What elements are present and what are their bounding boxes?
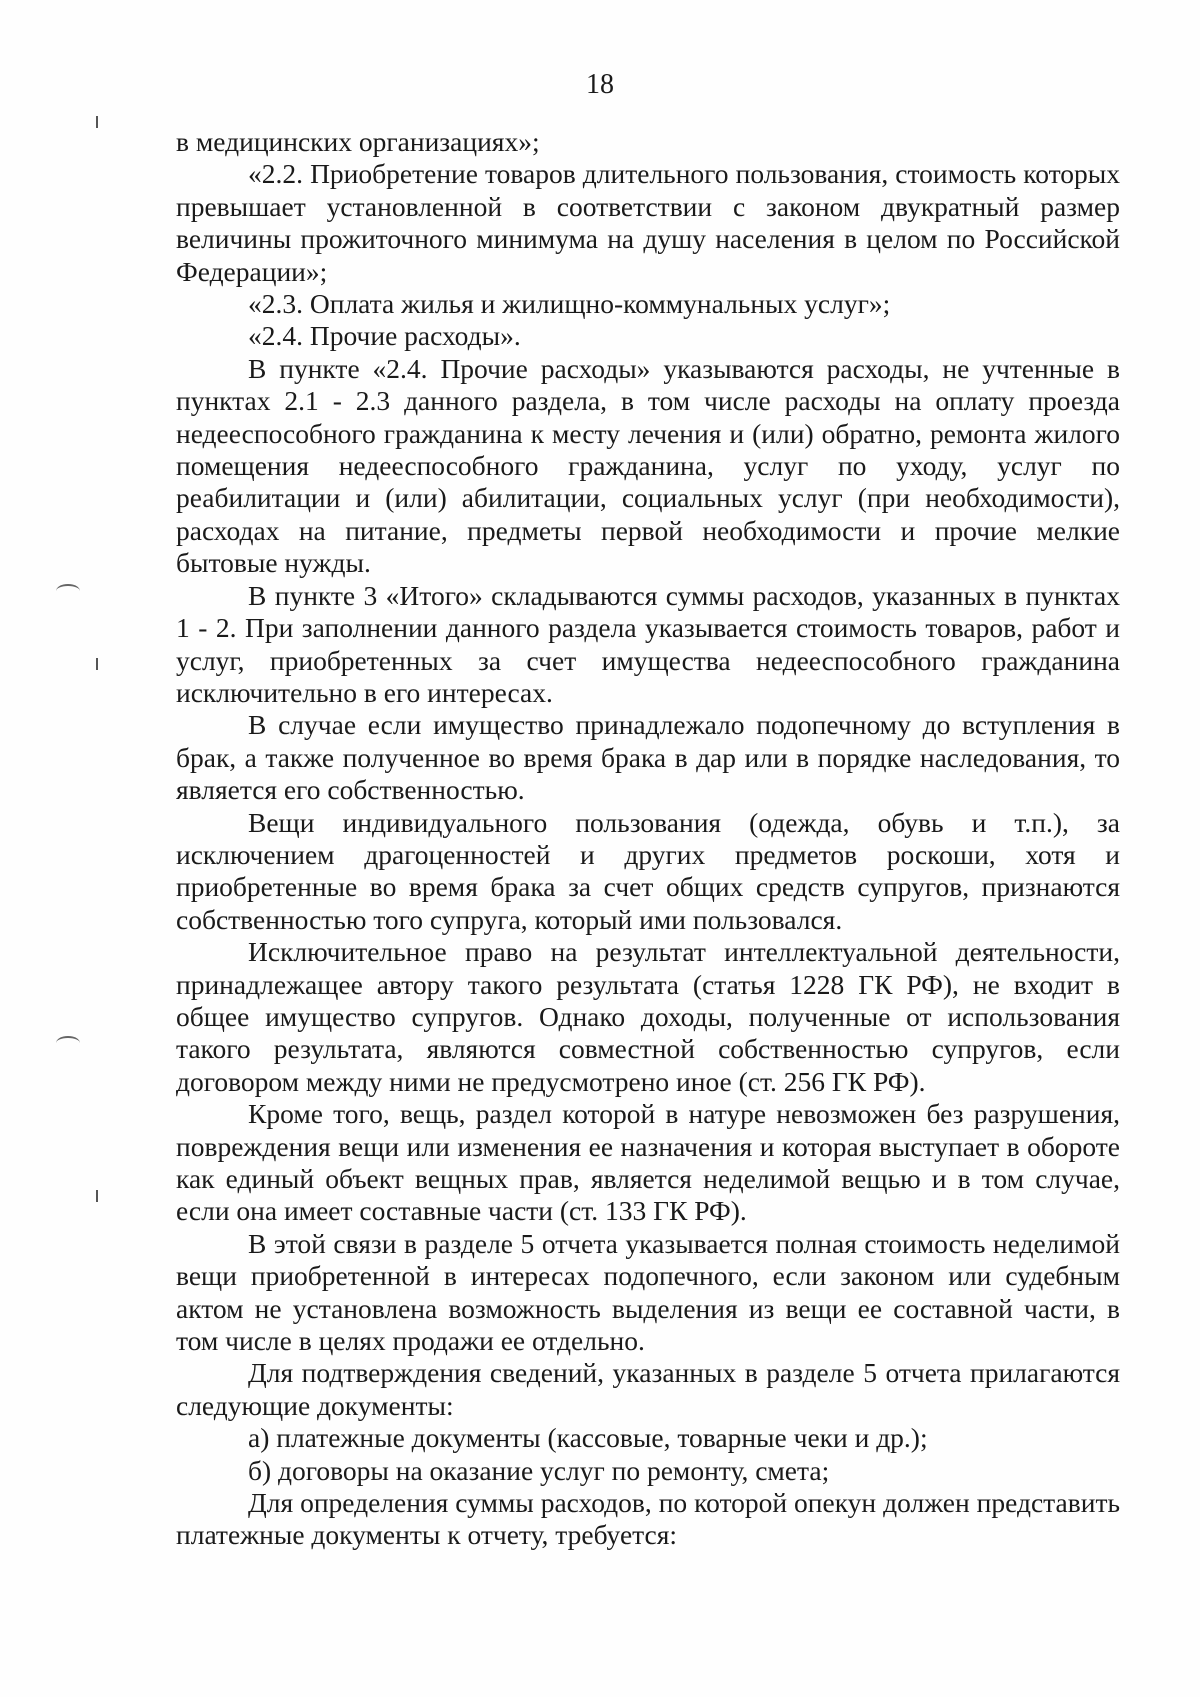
paragraph: «2.2. Приобретение товаров длительного пользования, стоимость которых превышает установленной в соответствии с законом двукратный размер величины прожиточного минимума на душу населения в целом по Российской Федерации»; — [176, 158, 1120, 287]
paragraph: Для определения суммы расходов, по которой опекун должен представить платежные документы к отчету, требуется: — [176, 1487, 1120, 1551]
paragraph: б) договоры на оказание услуг по ремонту, смета; — [248, 1454, 830, 1486]
paragraph: Для подтверждения сведений, указанных в разделе 5 отчета прилагаются следующие документы: — [176, 1357, 1120, 1421]
paragraph: В этой связи в разделе 5 отчета указывается полная стоимость неделимой вещи приобретенной в интересах подопечного, если законом или судебным актом не установлена возможность выделения из вещи ее составной части, в том числе в целях продажи ее отдельно. — [176, 1227, 1120, 1357]
paragraph: «2.3. Оплата жилья и жилищно-коммунальных услуг»; — [248, 288, 891, 320]
scan-mark — [56, 1036, 80, 1050]
scan-mark — [96, 1190, 98, 1202]
paragraph: в медицинских организациях»; — [176, 126, 540, 157]
paragraph: Вещи индивидуального пользования (одежда, обувь и т.п.), за исключением драгоценностей и других предметов роскоши, хотя и приобретенные во время брака за счет общих средств супругов, признаются собственностью того супруга, который ими пользовался. — [176, 806, 1120, 935]
paragraph: В случае если имущество принадлежало подопечному до вступления в брак, а также полученное во время брака в дар или в порядке наследования, то является его собственностью. — [176, 709, 1120, 806]
page-number: 18 — [586, 69, 614, 100]
paragraph: Исключительное право на результат интеллектуальной деятельности, принадлежащее автору такого результата (статья 1228 ГК РФ), не входит в общее имущество супругов. Однако доходы, полученные от использования такого результата, являются совместной собственностью супругов, если договором между ними не предусмотрено иное (ст. 256 ГК РФ). — [176, 936, 1120, 1097]
body-text — [176, 126, 1120, 1552]
paragraph: В пункте 3 «Итого» складываются суммы расходов, указанных в пунктах 1 - 2. При заполнении данного раздела указывается стоимость товаров, работ и услуг, приобретенных за счет имущества недееспособного гражданина исключительно в его интересах. — [176, 579, 1120, 708]
scan-mark — [96, 116, 98, 128]
paragraph: а) платежные документы (кассовые, товарные чеки и др.); — [248, 1422, 928, 1454]
scan-mark — [96, 658, 98, 670]
paragraph: «2.4. Прочие расходы». — [248, 320, 521, 352]
scan-mark — [56, 584, 80, 598]
paragraph: В пункте «2.4. Прочие расходы» указываются расходы, не учтенные в пунктах 2.1 - 2.3 данного раздела, в том числе расходы на оплату проезда недееспособного гражданина к месту лечения и (или) обратно, ремонта жилого помещения недееспособного гражданина, услуг по уходу, услуг по реабилитации и (или) абилитации, социальных услуг (при необходимости), расходах на питание, предметы первой необходимости и прочие мелкие бытовые нужды. — [176, 352, 1120, 579]
paragraph: Кроме того, вещь, раздел которой в натуре невозможен без разрушения, повреждения вещи или изменения ее назначения и которая выступает в обороте как единый объект вещных прав, является неделимой вещью и в том случае, если она имеет составные части (ст. 133 ГК РФ). — [176, 1098, 1120, 1227]
